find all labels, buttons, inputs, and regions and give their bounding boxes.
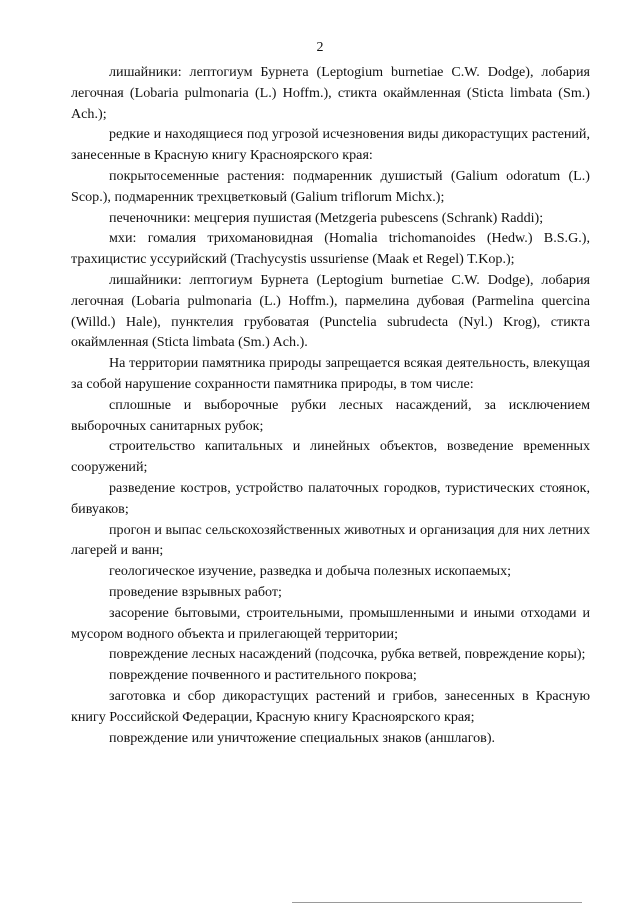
prohibition-item-construction: строительство капитальных и линейных объектов, возведение временных сооружений; — [71, 438, 590, 476]
page-number: 2 — [316, 40, 324, 55]
prohibition-item-soil-damage: повреждение почвенного и растительного покрова; — [109, 667, 417, 684]
paragraph-liverworts: печеночники: мецгерия пушистая (Metzgeria pubescens (Schrank) Raddi); — [109, 209, 544, 226]
paragraph-flowering-plants: покрытосеменные растения: подмаренник душистый (Galium odoratum (L.) Scop.), подмаренник трехцветковый (Galium triflorum Michx.); — [71, 167, 590, 205]
prohibition-item-campfires: разведение костров, устройство палаточных городков, туристических стоянок, бивуаков; — [71, 479, 590, 517]
prohibition-item-grazing: прогон и выпас сельскохозяйственных животных и организация для них летних лагерей и ванн; — [71, 521, 590, 559]
paragraph-mosses: мхи: гомалия трихомановидная (Homalia trichomanoides (Hedw.) B.S.G.), трахицистис уссурийский (Trachycystis ussuriense (Maak et Regel) T.Kop.); — [71, 230, 590, 268]
paragraph-prohibitions-intro: На территории памятника природы запрещается всякая деятельность, влекущая за собой нарушение сохранности памятника природы, в том числе: — [71, 355, 590, 392]
prohibition-item-mining: геологическое изучение, разведка и добыча полезных ископаемых; — [109, 563, 512, 580]
prohibition-item-harvesting: заготовка и сбор дикорастущих растений и грибов, занесенных в Красную книгу Российской Федерации, Красную книгу Красноярского края; — [71, 687, 590, 725]
prohibition-item-logging: сплошные и выборочные рубки лесных насаждений, за исключением выборочных санитарных рубок; — [71, 396, 590, 434]
paragraph-rare-species-heading: редкие и находящиеся под угрозой исчезновения виды дикорастущих растений, занесенные в Красную книгу Красноярского края: — [71, 126, 590, 164]
prohibition-item-tree-damage: повреждение лесных насаждений (подсочка, рубка ветвей, повреждение коры); — [109, 646, 586, 663]
paragraph-lichens-list-2: лишайники: лептогиум Бурнета (Leptogium burnetiae C.W. Dodge), лобария легочная (Lobaria pulmonaria (L.) Hoffm.), пармелина дубовая (Parmelina quercina (Willd.) Hale), пунктелия грубоватая (Punctelia subrudecta (Nyl.) Krog), стикта окаймленная (Sticta limbata (Sm.) Ach.). — [71, 271, 590, 351]
prohibition-item-sign-damage: повреждение или уничтожение специальных знаков (аншлагов). — [109, 729, 496, 746]
document-body — [71, 62, 590, 748]
paragraph-lichens-list-1: лишайники: лептогиум Бурнета (Leptogium burnetiae C.W. Dodge), лобария легочная (Lobaria pulmonaria (L.) Hoffm.), стикта окаймленная (Sticta limbata (Sm.) Ach.); — [71, 64, 590, 122]
prohibition-item-littering: засорение бытовыми, строительными, промышленными и иными отходами и мусором водного объекта и прилегающей территории; — [71, 604, 590, 642]
scan-edge-line — [292, 902, 582, 903]
prohibition-item-blasting: проведение взрывных работ; — [109, 583, 282, 600]
